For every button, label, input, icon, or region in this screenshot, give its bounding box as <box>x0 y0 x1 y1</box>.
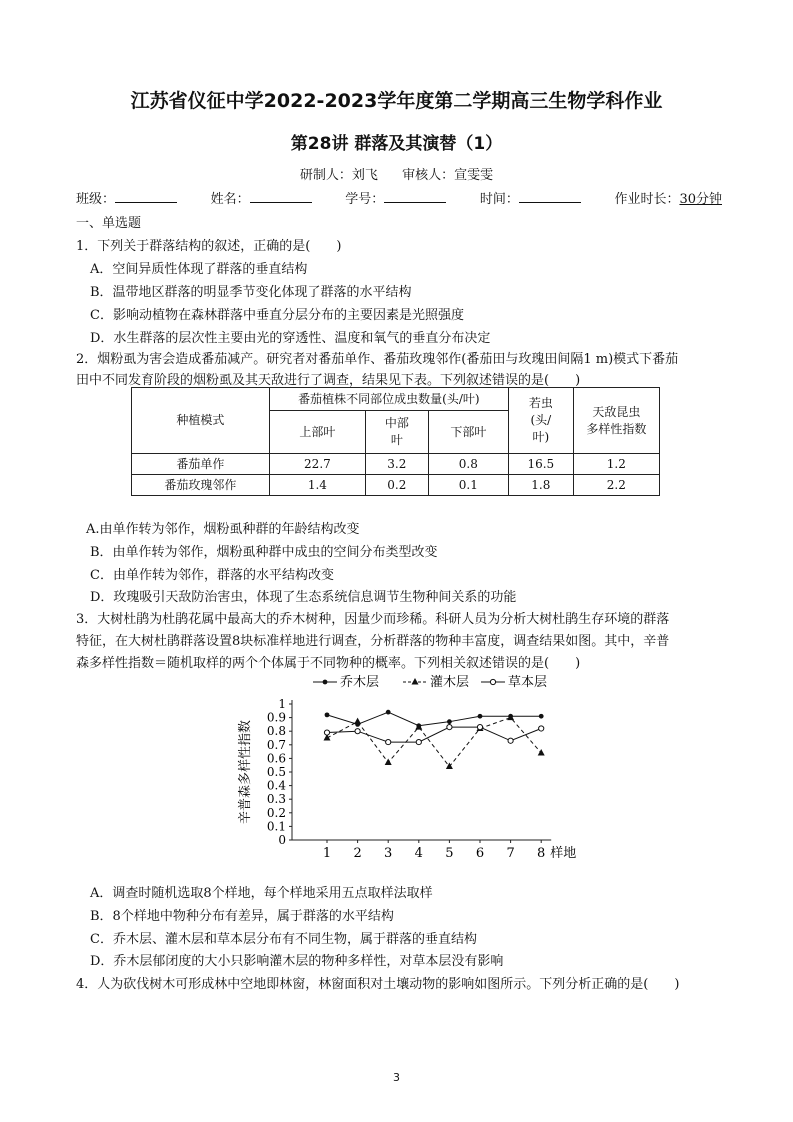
q4-stem: 4．人为砍伐树木可形成林中空地即林窗，林窗面积对土壤动物的影响如图所示。下列分析正确的是( ) <box>76 977 680 992</box>
section-heading: 一、单选题 <box>76 216 142 231</box>
q3-option-a: A．调查时随机选取8个样地，每个样地采用五点取样法取样 <box>90 886 433 901</box>
header-group: 番茄植株不同部位成虫数量(头/叶) <box>269 388 508 411</box>
table-row: 番茄单作 22.7 3.2 0.8 16.5 1.2 <box>132 454 660 475</box>
diversity-line-chart <box>225 668 585 858</box>
header-enemy: 天敌昆虫 多样性指数 <box>573 388 659 454</box>
data-point <box>508 738 513 743</box>
q2-option-c: C．由单作转为邻作，群落的水平结构改变 <box>90 568 334 583</box>
data-point <box>323 680 328 685</box>
data-point <box>385 758 392 765</box>
y-tick-label: 0.2 <box>266 805 286 820</box>
x-tick-label: 3 <box>384 846 393 858</box>
y-tick-label: 0 <box>278 833 286 847</box>
chart-axes <box>237 697 576 858</box>
page-number: 3 <box>393 1071 400 1084</box>
data-point <box>354 718 361 725</box>
q3-option-d: D．乔木层郁闭度的大小只影响灌木层的物种多样性，对草本层没有影响 <box>90 954 504 969</box>
data-point <box>447 725 452 730</box>
q1-stem: 1．下列关于群落结构的叙述，正确的是( ) <box>76 239 342 254</box>
data-point <box>355 729 360 734</box>
x-tick-label: 1 <box>322 846 332 858</box>
y-tick-label: 0.4 <box>266 778 286 793</box>
data-point <box>539 714 544 719</box>
data-point <box>386 739 391 744</box>
x-tick-label: 7 <box>506 846 515 858</box>
x-axis-label: 样地 <box>550 846 577 858</box>
q2-option-b: B．由单作转为邻作，烟粉虱种群中成虫的空间分布类型改变 <box>90 545 438 560</box>
y-tick-label: 0.8 <box>266 724 286 739</box>
duration-value: 30分钟 <box>679 192 722 207</box>
time-blank[interactable] <box>519 190 581 203</box>
q1-option-c: C．影响动植物在森林群落中垂直分层分布的主要因素是光照强度 <box>90 308 464 323</box>
whitefly-table <box>131 387 660 496</box>
chart-series <box>324 710 545 769</box>
data-point <box>416 739 421 744</box>
q1-option-a: A．空间异质性体现了群落的垂直结构 <box>90 262 308 277</box>
reviewer: 审核人：宣雯雯 <box>402 168 494 183</box>
legend-label: 草本层 <box>508 675 548 690</box>
y-tick-label: 1 <box>278 697 286 711</box>
x-tick-label: 5 <box>445 846 454 858</box>
x-tick-label: 6 <box>475 846 485 858</box>
document-title: 江苏省仪征中学2022-2023学年度第二学期高三生物学科作业 <box>130 90 663 112</box>
duration-label: 作业时长： <box>614 192 680 207</box>
data-point <box>539 726 544 731</box>
data-point <box>478 714 483 719</box>
data-point <box>507 714 514 721</box>
name-label: 姓名： <box>210 192 250 207</box>
y-tick-label: 0.3 <box>266 792 286 807</box>
y-tick-label: 0.7 <box>266 737 286 752</box>
chart-legend <box>313 674 547 690</box>
data-point <box>477 725 482 730</box>
y-tick-label: 0.9 <box>266 710 286 725</box>
q3-option-b: B．8个样地中物种分布有差异，属于群落的水平结构 <box>90 909 394 924</box>
class-label: 班级： <box>76 192 116 207</box>
legend-label: 乔木层 <box>340 675 380 690</box>
data-point <box>386 710 391 715</box>
id-label: 学号： <box>345 192 385 207</box>
data-point <box>415 723 422 730</box>
lesson-title: 第28讲 群落及其演替（1） <box>290 134 503 154</box>
y-tick-label: 0.5 <box>266 765 286 779</box>
q1-option-d: D．水生群落的层次性主要由光的穿透性、温度和氧气的垂直分布决定 <box>90 331 491 346</box>
header-middle: 中部 叶 <box>366 411 429 454</box>
maker: 研制人：刘飞 <box>299 168 378 183</box>
y-axis-label: 辛普森多样性指数 <box>238 719 253 825</box>
q3-option-c: C．乔木层、灌木层和草本层分布有不同生物，属于群落的垂直结构 <box>90 932 477 947</box>
data-point <box>325 712 330 717</box>
data-point <box>412 678 419 685</box>
data-point <box>538 749 545 756</box>
data-point <box>490 679 495 684</box>
id-blank[interactable] <box>384 190 446 203</box>
time-label: 时间： <box>479 192 519 207</box>
x-tick-label: 2 <box>353 846 362 858</box>
q2-stem-line2: 田中不同发育阶段的烟粉虱及其天敌进行了调查，结果见下表。下列叙述错误的是( ) <box>76 373 581 388</box>
q2-option-a: A.由单作转为邻作，烟粉虱种群的年龄结构改变 <box>86 522 360 537</box>
q3-stem-line2: 特征，在大树杜鹃群落设置8块标准样地进行调查，分析群落的物种丰富度，调查结果如图。其中，辛普 <box>76 634 670 649</box>
class-blank[interactable] <box>115 190 177 203</box>
y-tick-label: 0.1 <box>266 819 286 834</box>
header-nymph: 若虫 (头/ 叶) <box>509 388 574 454</box>
student-info-line <box>76 188 722 207</box>
q2-stem-line1: 2．烟粉虱为害会造成番茄减产。研究者对番茄单作、番茄玫瑰邻作(番茄田与玫瑰田间隔1 m)模式下番茄 <box>76 352 679 367</box>
table-row: 番茄玫瑰邻作 1.4 0.2 0.1 1.8 2.2 <box>132 475 660 496</box>
data-point <box>324 730 329 735</box>
legend-label: 灌木层 <box>430 675 470 690</box>
header-lower: 下部叶 <box>428 411 508 454</box>
x-tick-label: 4 <box>414 846 423 858</box>
q3-stem-line1: 3．大树杜鹃为杜鹃花属中最高大的乔木树种，因量少而珍稀。科研人员为分析大树杜鹃生存环境的群落 <box>76 612 670 627</box>
authors-line <box>0 164 793 183</box>
name-blank[interactable] <box>250 190 312 203</box>
x-tick-label: 8 <box>537 846 546 858</box>
header-upper: 上部叶 <box>269 411 365 454</box>
q2-option-d: D．玫瑰吸引天敌防治害虫，体现了生态系统信息调节生物种间关系的功能 <box>90 590 517 605</box>
q3-stem-line3: 森多样性指数＝随机取样的两个个体属于不同物种的概率。下列相关叙述错误的是( ) <box>76 656 581 671</box>
y-tick-label: 0.6 <box>266 751 286 766</box>
data-point <box>447 719 452 724</box>
q1-option-b: B．温带地区群落的明显季节变化体现了群落的水平结构 <box>90 285 412 300</box>
header-mode: 种植模式 <box>132 388 270 454</box>
